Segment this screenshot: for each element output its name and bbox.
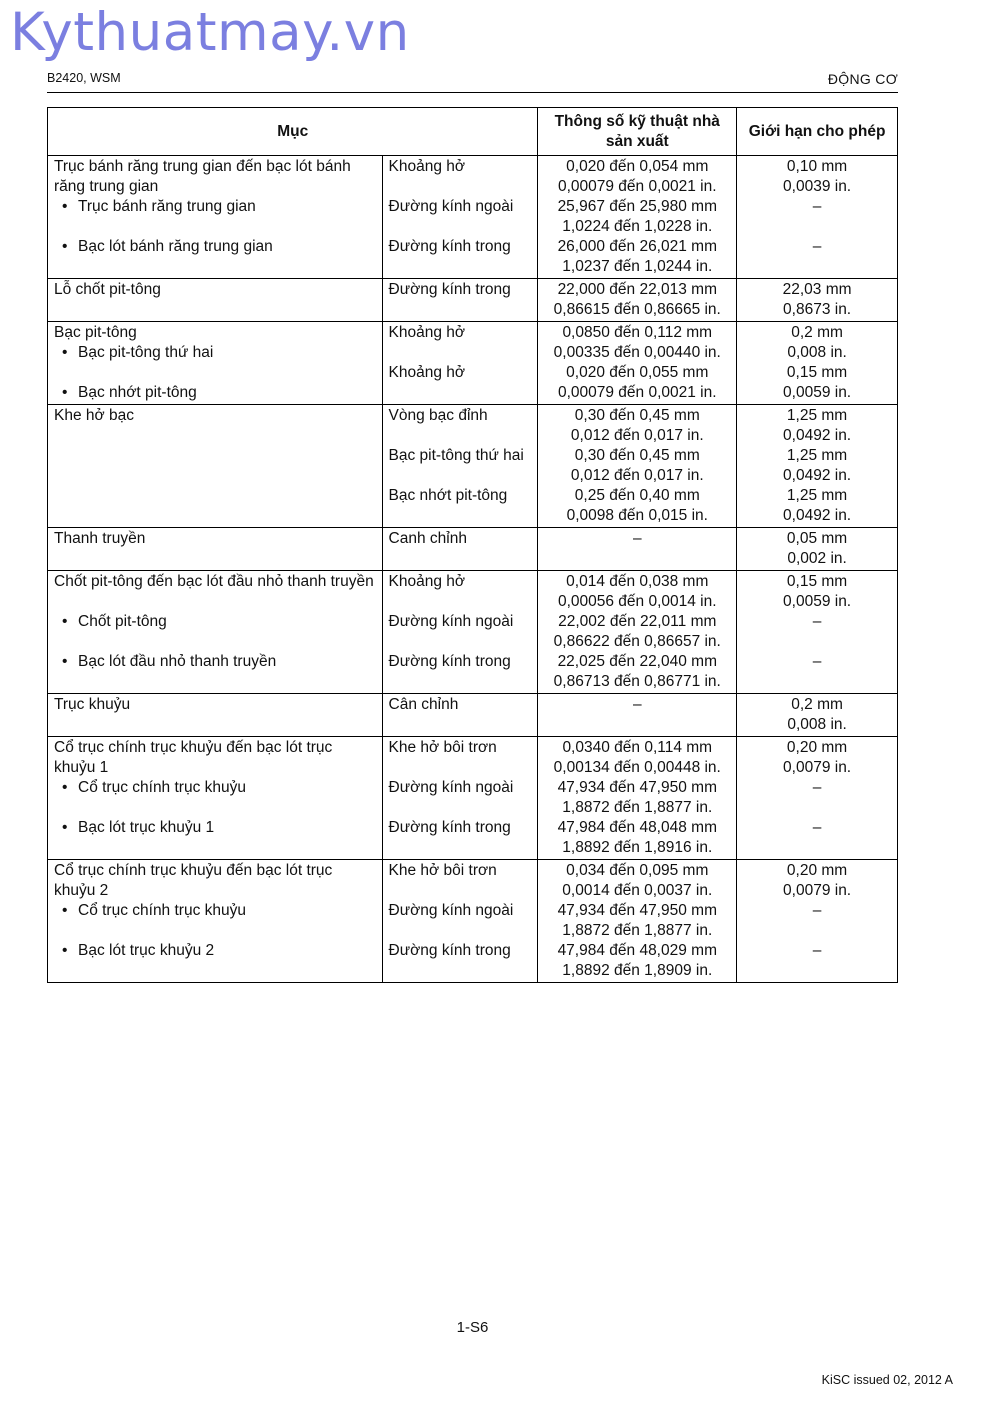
- limit-block: [741, 941, 893, 961]
- table-row: [48, 694, 898, 737]
- spec-cell: [538, 156, 737, 279]
- characteristic-block: [389, 280, 532, 300]
- limit-block: [741, 280, 893, 320]
- limit-cell: [737, 694, 898, 737]
- characteristic-label: Khoảng hở: [388, 573, 466, 590]
- limit-cell: [737, 156, 898, 279]
- limit-value: 1,25 mm: [786, 487, 848, 504]
- spec-cell: [538, 860, 737, 983]
- bullet-item: • Bạc nhớt pit-tông: [54, 383, 376, 403]
- col-header-item: Mục: [48, 108, 538, 156]
- characteristic-label: Khe hở bôi trơn: [388, 862, 497, 879]
- item-block: [54, 529, 376, 549]
- item-label: Khe hở bạc: [54, 407, 134, 424]
- characteristic-block: [389, 237, 532, 257]
- spec-value: 0,020 đến 0,055 mm: [566, 364, 709, 381]
- limit-block: [741, 529, 893, 569]
- limit-block: [741, 612, 893, 652]
- characteristic-block: [389, 363, 532, 383]
- spec-block: [542, 941, 732, 981]
- characteristic-label: Khoảng hở: [388, 324, 466, 341]
- spec-value: 47,934 đến 47,950 mm: [557, 902, 717, 919]
- characteristic-block: [389, 197, 532, 237]
- table-row: [48, 322, 898, 405]
- item-label: Cổ trục chính trục khuỷu đến bạc lót trục khuỷu 1: [54, 739, 333, 776]
- limit-cell: [737, 737, 898, 860]
- item-block: [54, 572, 376, 612]
- characteristic-block: [389, 323, 532, 363]
- limit-value: 0,008 in.: [787, 716, 847, 733]
- limit-value: 0,008 in.: [787, 344, 847, 361]
- spec-value: 0,86713 đến 0,86771 in.: [553, 673, 721, 690]
- spec-value: 22,000 đến 22,013 mm: [557, 281, 717, 298]
- characteristic-block: [389, 572, 532, 612]
- item-label: Chốt pit-tông đến bạc lót đầu nhỏ thanh truyền: [54, 573, 374, 590]
- characteristic-block: [389, 406, 532, 446]
- item-cell: [48, 860, 383, 983]
- spec-value: 0,25 đến 0,40 mm: [574, 487, 700, 504]
- characteristic-label: Cân chỉnh: [388, 696, 459, 713]
- item-block: [54, 778, 376, 818]
- limit-value: –: [812, 902, 822, 919]
- bullet-item: • Cổ trục chính trục khuỷu: [54, 778, 376, 798]
- characteristic-label: Vòng bạc đỉnh: [388, 407, 488, 424]
- item-block: [54, 695, 376, 715]
- characteristic-cell: [382, 279, 538, 322]
- item-block: [54, 818, 376, 838]
- spec-value: 0,30 đến 0,45 mm: [574, 407, 700, 424]
- spec-block: [542, 818, 732, 858]
- limit-block: [741, 818, 893, 838]
- spec-cell: [538, 571, 737, 694]
- spec-block: [542, 652, 732, 692]
- header-model: B2420, WSM: [47, 71, 121, 85]
- limit-value: 0,15 mm: [786, 573, 848, 590]
- limit-cell: [737, 322, 898, 405]
- spec-value: 0,00056 đến 0,0014 in.: [557, 593, 717, 610]
- characteristic-label: Đường kính ngoài: [388, 613, 514, 630]
- spec-value: 47,934 đến 47,950 mm: [557, 779, 717, 796]
- spec-value: 25,967 đến 25,980 mm: [557, 198, 717, 215]
- item-block: [54, 652, 376, 672]
- item-block: [54, 941, 376, 961]
- spec-block: [542, 406, 732, 446]
- spec-value: 0,00134 đến 0,00448 in.: [553, 759, 721, 776]
- limit-value: 0,0492 in.: [783, 507, 852, 524]
- spec-value: 1,8892 đến 1,8909 in.: [562, 962, 713, 979]
- characteristic-label: Đường kính ngoài: [388, 902, 514, 919]
- bullet-item: • Bạc lót đầu nhỏ thanh truyền: [54, 652, 376, 672]
- characteristic-block: [389, 901, 532, 941]
- spec-value: 1,8872 đến 1,8877 in.: [562, 922, 713, 939]
- item-block: [54, 446, 376, 486]
- header-rule: [47, 92, 898, 93]
- spec-block: [542, 323, 732, 363]
- characteristic-cell: [382, 571, 538, 694]
- spec-cell: [538, 405, 737, 528]
- bullet-item: • Bạc lót bánh răng trung gian: [54, 237, 376, 257]
- characteristic-block: [389, 695, 532, 715]
- table-row: [48, 405, 898, 528]
- limit-value: 0,05 mm: [786, 530, 848, 547]
- characteristic-block: [389, 818, 532, 838]
- limit-value: 0,2 mm: [791, 324, 843, 341]
- bullet-item: • Bạc pit-tông thứ hai: [54, 343, 376, 363]
- spec-value: 0,012 đến 0,017 in.: [570, 467, 704, 484]
- spec-value: –: [632, 530, 642, 547]
- characteristic-cell: [382, 322, 538, 405]
- item-block: [54, 861, 376, 901]
- table-row: [48, 860, 898, 983]
- bullet-item: • Bạc lót trục khuỷu 2: [54, 941, 376, 961]
- limit-block: [741, 695, 893, 735]
- limit-value: 0,10 mm: [786, 158, 848, 175]
- spec-value: 0,020 đến 0,054 mm: [566, 158, 709, 175]
- spec-value: 0,0014 đến 0,0037 in.: [562, 882, 713, 899]
- item-label: Cổ trục chính trục khuỷu đến bạc lót trục khuỷu 2: [54, 862, 333, 899]
- spec-value: 47,984 đến 48,029 mm: [557, 942, 717, 959]
- limit-value: –: [812, 198, 822, 215]
- item-cell: [48, 528, 383, 571]
- characteristic-label: Đường kính trong: [388, 819, 511, 836]
- bullet-item: • Cổ trục chính trục khuỷu: [54, 901, 376, 921]
- item-label: Lỗ chốt pit-tông: [54, 281, 161, 298]
- limit-block: [741, 861, 893, 901]
- characteristic-label: Khe hở bôi trơn: [388, 739, 497, 756]
- characteristic-label: Khoảng hở: [388, 158, 466, 175]
- item-block: [54, 612, 376, 652]
- spec-block: [542, 486, 732, 526]
- spec-block: [542, 529, 732, 549]
- characteristic-label: Đường kính trong: [388, 281, 511, 298]
- limit-value: 0,20 mm: [786, 739, 848, 756]
- item-block: [54, 157, 376, 197]
- spec-value: 0,86615 đến 0,86665 in.: [553, 301, 721, 318]
- item-block: [54, 901, 376, 941]
- item-block: [54, 343, 376, 383]
- spec-block: [542, 612, 732, 652]
- bullet-item: • Bạc lót trục khuỷu 1: [54, 818, 376, 838]
- spec-value: 0,0850 đến 0,112 mm: [562, 324, 713, 341]
- header-section-title: ĐỘNG CƠ: [827, 71, 898, 87]
- limit-cell: [737, 528, 898, 571]
- limit-cell: [737, 571, 898, 694]
- limit-value: 0,0492 in.: [783, 467, 852, 484]
- watermark-logo: Kythuatmay.vn: [10, 2, 410, 63]
- limit-value: 0,2 mm: [791, 696, 843, 713]
- spec-block: [542, 237, 732, 277]
- characteristic-block: [389, 529, 532, 549]
- limit-value: –: [812, 779, 822, 796]
- characteristic-label: Đường kính trong: [388, 238, 511, 255]
- limit-value: 0,15 mm: [786, 364, 848, 381]
- limit-block: [741, 363, 893, 403]
- spec-value: 47,984 đến 48,048 mm: [557, 819, 717, 836]
- limit-value: –: [812, 819, 822, 836]
- spec-block: [542, 778, 732, 818]
- limit-block: [741, 778, 893, 818]
- item-cell: [48, 571, 383, 694]
- item-label: Trục bánh răng trung gian đến bạc lót bánh răng trung gian: [54, 158, 351, 195]
- footer-issue: KiSC issued 02, 2012 A: [821, 1373, 953, 1387]
- limit-value: 0,0079 in.: [783, 759, 852, 776]
- limit-value: –: [812, 238, 822, 255]
- limit-block: [741, 323, 893, 363]
- characteristic-block: [389, 861, 532, 901]
- spec-value: 0,86622 đến 0,86657 in.: [553, 633, 721, 650]
- characteristic-cell: [382, 156, 538, 279]
- spec-block: [542, 363, 732, 403]
- spec-block: [542, 901, 732, 941]
- characteristic-block: [389, 157, 532, 197]
- spec-cell: [538, 528, 737, 571]
- item-block: [54, 197, 376, 237]
- item-label: Trục khuỷu: [54, 696, 131, 713]
- spec-block: [542, 280, 732, 320]
- limit-cell: [737, 860, 898, 983]
- spec-value: 22,025 đến 22,040 mm: [557, 653, 717, 670]
- table-header-row: [48, 108, 898, 156]
- limit-value: –: [812, 653, 822, 670]
- spec-value: 0,30 đến 0,45 mm: [574, 447, 700, 464]
- limit-block: [741, 572, 893, 612]
- characteristic-label: Canh chỉnh: [388, 530, 467, 547]
- item-cell: [48, 405, 383, 528]
- limit-value: 0,20 mm: [786, 862, 848, 879]
- spec-cell: [538, 737, 737, 860]
- limit-value: –: [812, 613, 822, 630]
- spec-value: 1,0224 đến 1,0228 in.: [562, 218, 713, 235]
- limit-block: [741, 237, 893, 257]
- spec-block: [542, 738, 732, 778]
- spec-value: 22,002 đến 22,011 mm: [558, 613, 717, 630]
- table-body: [48, 156, 898, 983]
- limit-value: 0,8673 in.: [783, 301, 852, 318]
- spec-value: 0,014 đến 0,038 mm: [566, 573, 709, 590]
- limit-value: 1,25 mm: [786, 447, 848, 464]
- table-row: [48, 571, 898, 694]
- col-header-limit: Giới hạn cho phép: [737, 108, 898, 156]
- spec-cell: [538, 694, 737, 737]
- page-number: 1-S6: [456, 1319, 489, 1336]
- characteristic-label: Bạc pit-tông thứ hai: [388, 447, 524, 464]
- item-cell: [48, 156, 383, 279]
- spec-value: 26,000 đến 26,021 mm: [557, 238, 717, 255]
- limit-value: 0,002 in.: [787, 550, 847, 567]
- col-header-spec: Thông số kỹ thuật nhà sản xuất: [538, 108, 737, 156]
- characteristic-cell: [382, 694, 538, 737]
- characteristic-cell: [382, 528, 538, 571]
- group-title: Bạc pit-tông: [54, 324, 137, 341]
- spec-cell: [538, 279, 737, 322]
- spec-value: 0,012 đến 0,017 in.: [570, 427, 704, 444]
- spec-block: [542, 197, 732, 237]
- bullet-item: • Trục bánh răng trung gian: [54, 197, 376, 217]
- limit-value: 1,25 mm: [786, 407, 848, 424]
- limit-block: [741, 486, 893, 526]
- bullet-item: • Chốt pit-tông: [54, 612, 376, 632]
- item-cell: [48, 322, 383, 405]
- item-label: Thanh truyền: [54, 530, 146, 547]
- limit-block: [741, 406, 893, 446]
- limit-value: 0,0059 in.: [783, 384, 852, 401]
- spec-value: 0,0098 đến 0,015 in.: [566, 507, 708, 524]
- characteristic-cell: [382, 860, 538, 983]
- characteristic-label: Đường kính trong: [388, 942, 511, 959]
- spec-value: 1,0237 đến 1,0244 in.: [562, 258, 713, 275]
- characteristic-block: [389, 778, 532, 818]
- spec-block: [542, 695, 732, 715]
- limit-value: 0,0492 in.: [783, 427, 852, 444]
- item-block: [54, 280, 376, 300]
- item-cell: [48, 737, 383, 860]
- limit-cell: [737, 405, 898, 528]
- limit-value: 0,0059 in.: [783, 593, 852, 610]
- spec-value: 0,034 đến 0,095 mm: [566, 862, 709, 879]
- limit-block: [741, 652, 893, 672]
- characteristic-block: [389, 446, 532, 486]
- spec-block: [542, 446, 732, 486]
- characteristic-label: Khoảng hở: [388, 364, 466, 381]
- limit-block: [741, 446, 893, 486]
- limit-block: [741, 738, 893, 778]
- characteristic-block: [389, 941, 532, 961]
- table-row: [48, 528, 898, 571]
- spec-block: [542, 157, 732, 197]
- table-row: [48, 279, 898, 322]
- limit-value: 22,03 mm: [782, 281, 852, 298]
- characteristic-label: Đường kính trong: [388, 653, 511, 670]
- limit-block: [741, 197, 893, 237]
- characteristic-block: [389, 612, 532, 652]
- characteristic-cell: [382, 405, 538, 528]
- item-cell: [48, 279, 383, 322]
- item-block: [54, 237, 376, 257]
- limit-value: –: [812, 942, 822, 959]
- spec-block: [542, 572, 732, 612]
- spec-value: 1,8892 đến 1,8916 in.: [562, 839, 713, 856]
- item-block: [54, 406, 376, 446]
- limit-block: [741, 157, 893, 197]
- table-row: [48, 156, 898, 279]
- characteristic-label: Đường kính ngoài: [388, 198, 514, 215]
- spec-value: 0,00079 đến 0,0021 in.: [557, 178, 717, 195]
- spec-block: [542, 861, 732, 901]
- characteristic-label: Đường kính ngoài: [388, 779, 514, 796]
- characteristic-label: Bạc nhớt pit-tông: [388, 487, 508, 504]
- spec-value: –: [632, 696, 642, 713]
- characteristic-cell: [382, 737, 538, 860]
- limit-value: 0,0079 in.: [783, 882, 852, 899]
- limit-block: [741, 901, 893, 941]
- spec-value: 1,8872 đến 1,8877 in.: [562, 799, 713, 816]
- limit-value: 0,0039 in.: [783, 178, 852, 195]
- limit-cell: [737, 279, 898, 322]
- spec-value: 0,0340 đến 0,114 mm: [562, 739, 713, 756]
- characteristic-block: [389, 738, 532, 778]
- table-row: [48, 737, 898, 860]
- item-block: [54, 383, 376, 403]
- spec-table: [47, 107, 898, 983]
- spec-cell: [538, 322, 737, 405]
- spec-value: 0,00079 đến 0,0021 in.: [557, 384, 717, 401]
- characteristic-block: [389, 652, 532, 672]
- spec-value: 0,00335 đến 0,00440 in.: [553, 344, 721, 361]
- characteristic-block: [389, 486, 532, 506]
- item-cell: [48, 694, 383, 737]
- item-block: [54, 738, 376, 778]
